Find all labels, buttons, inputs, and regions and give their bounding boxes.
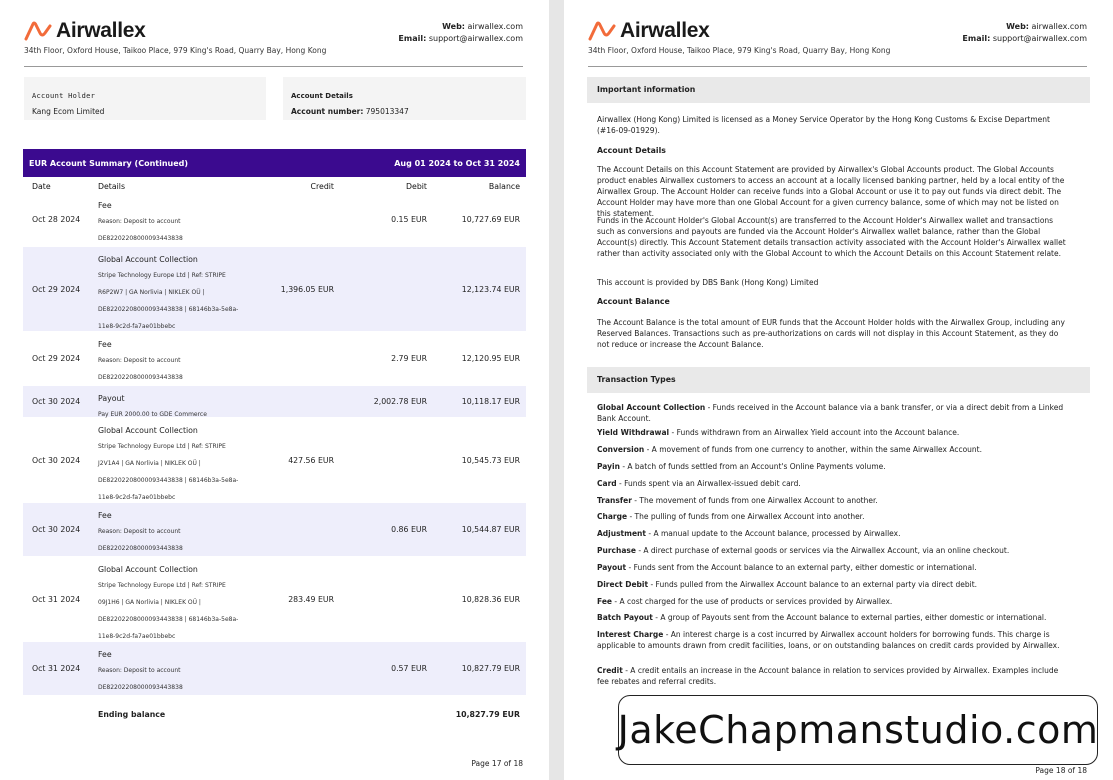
- transaction-type-item: [597, 495, 1069, 506]
- row-detail-line: DE82202208000093443838: [98, 684, 183, 691]
- web-label: Web:: [442, 22, 465, 31]
- row-date: Oct 30 2024: [32, 456, 81, 465]
- row-balance: 10,727.69 EUR: [461, 215, 520, 224]
- transaction-type-term: Payout: [597, 563, 627, 572]
- table-row: [23, 193, 526, 247]
- logo-wordmark: Airwallex: [620, 19, 710, 42]
- row-date: Oct 31 2024: [32, 664, 81, 673]
- row-type: Global Account Collection: [98, 426, 198, 435]
- row-detail-line: 11e8-9c2d-fa7ae01bbebc: [98, 633, 176, 640]
- transaction-type-term: Interest Charge: [597, 630, 664, 639]
- row-detail-line: R6P2W7 | GA Norlivia | NIKLEK OÜ |: [98, 289, 205, 296]
- row-detail-line: DE82202208000093443838: [98, 374, 183, 381]
- transaction-type-desc: - A group of Payouts sent from the Account balance to external parties, either domestic or international.: [652, 613, 1047, 622]
- row-type: Fee: [98, 340, 112, 349]
- row-detail-line: 09J1H6 | GA Norlivia | NIKLEK OÜ |: [98, 599, 201, 606]
- airwallex-logo-icon: [24, 21, 52, 41]
- account-details-box: [283, 77, 526, 120]
- row-type: Fee: [98, 201, 112, 210]
- row-balance: 10,544.87 EUR: [461, 525, 520, 534]
- page-number: Page 17 of 18: [471, 759, 523, 768]
- row-date: Oct 31 2024: [32, 595, 81, 604]
- transaction-type-desc: - Funds withdrawn from an Airwallex Yield account into the Account balance.: [669, 428, 960, 437]
- table-header: [23, 181, 526, 193]
- table-row: [23, 332, 526, 386]
- transaction-type-term: Transfer: [597, 496, 632, 505]
- row-type: Fee: [98, 511, 112, 520]
- airwallex-logo: [24, 20, 146, 42]
- transaction-type-item: [597, 528, 1069, 539]
- row-type: Fee: [98, 650, 112, 659]
- table-row: [23, 418, 526, 503]
- page-number: Page 18 of 18: [1035, 766, 1087, 775]
- transaction-type-term: Card: [597, 479, 617, 488]
- row-detail-line: Stripe Technology Europe Ltd | Ref: STRIPE: [98, 443, 226, 450]
- account-balance-heading: Account Balance: [597, 297, 670, 306]
- table-row: [23, 386, 526, 418]
- summary-header-bar: [23, 149, 526, 177]
- row-debit: 0.57 EUR: [391, 664, 427, 673]
- email-label: Email:: [398, 34, 427, 43]
- transaction-type-item: [597, 402, 1069, 424]
- company-address: 34th Floor, Oxford House, Taikoo Place, 979 King's Road, Quarry Bay, Hong Kong: [588, 46, 891, 55]
- email-link[interactable]: support@airwallex.com: [428, 34, 523, 43]
- transaction-type-desc: - A direct purchase of external goods or services via the Airwallex Account, via an online checkout.: [635, 546, 1010, 555]
- row-balance: 10,118.17 EUR: [461, 397, 520, 406]
- transaction-type-term: Payin: [597, 462, 620, 471]
- web-link[interactable]: airwallex.com: [1031, 22, 1087, 31]
- company-address: 34th Floor, Oxford House, Taikoo Place, 979 King's Road, Quarry Bay, Hong Kong: [24, 46, 327, 55]
- transaction-type-item: [597, 596, 1069, 607]
- account-balance-para: The Account Balance is the total amount of EUR funds that the Account Holder holds with the Airwallex Group, including any Reserved Balances. Transactions such as pre-authorizations on cards will not display in this Account Statement, as they do not reduce or increase the Account Balance.: [597, 318, 1065, 349]
- transactions-table: [23, 193, 526, 696]
- summary-title: EUR Account Summary (Continued): [29, 158, 189, 168]
- row-detail-line: Reason: Deposit to account: [98, 528, 181, 535]
- transaction-type-item: [597, 545, 1069, 556]
- transaction-type-desc: - The pulling of funds from one Airwallex Account into another.: [627, 512, 865, 521]
- account-details-heading: Account Details: [597, 146, 666, 155]
- transaction-type-desc: - Funds pulled from the Airwallex Account balance to an external party via direct debit.: [648, 580, 978, 589]
- transaction-type-term: Charge: [597, 512, 628, 521]
- transaction-type-term: Batch Payout: [597, 613, 653, 622]
- airwallex-logo: [588, 20, 710, 42]
- row-debit: 0.15 EUR: [391, 215, 427, 224]
- col-credit: Credit: [310, 182, 334, 191]
- transaction-type-item: [597, 427, 1069, 438]
- row-debit: 2,002.78 EUR: [373, 397, 427, 406]
- row-details: [98, 508, 238, 557]
- row-credit: 427.56 EUR: [288, 456, 334, 465]
- important-info-heading: Important information: [587, 77, 1090, 103]
- row-balance: 10,827.79 EUR: [461, 664, 520, 673]
- row-date: Oct 29 2024: [32, 354, 81, 363]
- transaction-type-term: Direct Debit: [597, 580, 649, 589]
- account-number: Account number: 795013347: [291, 107, 409, 116]
- account-holder-box: [24, 77, 266, 120]
- row-detail-line: Reason: Deposit to account: [98, 667, 181, 674]
- statement-page-18: [564, 0, 1113, 780]
- transaction-type-item: [597, 629, 1069, 651]
- row-detail-line: Stripe Technology Europe Ltd | Ref: STRIPE: [98, 582, 226, 589]
- transaction-type-item: [597, 478, 1069, 489]
- row-balance: 10,828.36 EUR: [461, 595, 520, 604]
- transaction-type-desc: - An interest charge is a cost incurred by Airwallex account holders for borrowing funds. This charge is applicable to amounts drawn from credit facilities, loans, or on outstanding balances on credit cards provided by Airwallex.: [597, 630, 1060, 650]
- transaction-type-term: Adjustment: [597, 529, 646, 538]
- table-row: [23, 642, 526, 696]
- transaction-type-desc: - A manual update to the Account balance, processed by Airwallex.: [645, 529, 901, 538]
- row-type: Global Account Collection: [98, 565, 198, 574]
- email-label: Email:: [962, 34, 991, 43]
- transaction-type-term: Credit: [597, 666, 623, 675]
- table-row: [23, 247, 526, 332]
- row-detail-line: 11e8-9c2d-fa7ae01bbebc: [98, 323, 176, 330]
- row-details: [98, 562, 238, 645]
- web-label: Web:: [1006, 22, 1029, 31]
- transaction-type-term: Purchase: [597, 546, 636, 555]
- row-date: Oct 30 2024: [32, 525, 81, 534]
- contact-info: [398, 21, 523, 45]
- transaction-type-item: [597, 665, 1069, 687]
- transaction-type-desc: - The movement of funds from one Airwallex Account to another.: [631, 496, 878, 505]
- row-date: Oct 30 2024: [32, 397, 81, 406]
- statement-page-17: [0, 0, 549, 780]
- transaction-type-desc: - A credit entails an increase in the Account balance in relation to services provided by Airwallex. Examples include fee rebates and referral credits.: [597, 666, 1059, 686]
- col-debit: Debit: [406, 182, 427, 191]
- account-details-para-2: Funds in the Account Holder's Global Account(s) are transferred to the Account Holder's Airwallex wallet and transactions such as conversions and payouts are funded via the Account Holder's Airwallex wallet balance, rather than the Global Account(s) directly. This Account Statement details transaction activity associated with the Account Holder's Airwallex wallet rather than activity associated only with the Global Account to which the Account Details on this Account Statement relate.: [597, 216, 1066, 258]
- account-holder-label: Account Holder: [32, 92, 96, 100]
- row-debit: 0.86 EUR: [391, 525, 427, 534]
- web-link[interactable]: airwallex.com: [467, 22, 523, 31]
- row-detail-line: Pay EUR 2000.00 to GDE Commerce: [98, 411, 207, 418]
- transaction-type-term: Conversion: [597, 445, 645, 454]
- col-details: Details: [98, 182, 126, 191]
- transaction-type-desc: - A batch of funds settled from an Account's Online Payments volume.: [619, 462, 886, 471]
- row-date: Oct 29 2024: [32, 285, 81, 294]
- license-text: Airwallex (Hong Kong) Limited is licensed as a Money Service Operator by the Hong Kong Customs & Excise Department (#16-09-01929).: [597, 115, 1050, 135]
- row-detail-line: J2V1A4 | GA Norlivia | NIKLEK OÜ |: [98, 460, 201, 467]
- transaction-type-desc: - A movement of funds from one currency to another, within the same Airwallex Account.: [644, 445, 982, 454]
- contact-info: [962, 21, 1087, 45]
- row-detail-line: Reason: Deposit to account: [98, 357, 181, 364]
- account-details-para-1: The Account Details on this Account Statement are provided by Airwallex's Global Accounts product. The Global Accounts product enables Airwallex customers to access an account at a locally licensed banking partner, held by a local entity of the Airwallex Group. The Account Holder can receive funds into a Global Account or use it to pay out funds via direct debit. The Account Holder may have more than one Global Account for a given currency balance, some of which may not be listed on this statement.: [597, 165, 1065, 218]
- col-date: Date: [32, 182, 51, 191]
- row-balance: 10,545.73 EUR: [461, 456, 520, 465]
- header-divider: [588, 66, 1087, 67]
- transaction-type-term: Fee: [597, 597, 612, 606]
- transaction-type-term: Global Account Collection: [597, 403, 706, 412]
- row-details: [98, 198, 238, 247]
- row-balance: 12,120.95 EUR: [461, 354, 520, 363]
- row-detail-line: 11e8-9c2d-fa7ae01bbebc: [98, 494, 176, 501]
- transaction-type-item: [597, 562, 1069, 573]
- table-row: [23, 557, 526, 642]
- logo-wordmark: Airwallex: [56, 19, 146, 42]
- airwallex-logo-icon: [588, 21, 616, 41]
- transaction-type-item: [597, 444, 1069, 455]
- row-detail-line: Stripe Technology Europe Ltd | Ref: STRIPE: [98, 272, 226, 279]
- transaction-type-term: Yield Withdrawal: [597, 428, 670, 437]
- ending-balance-label: Ending balance: [98, 710, 166, 719]
- account-details-label: Account Details: [291, 92, 353, 100]
- row-details: [98, 252, 238, 335]
- transaction-type-item: [597, 612, 1069, 623]
- row-credit: 1,396.05 EUR: [280, 285, 334, 294]
- row-detail-line: Reason: Deposit to account: [98, 218, 181, 225]
- transaction-type-desc: - Funds received in the Account balance via a bank transfer, or via a direct debit from a Linked Bank Account.: [597, 403, 1064, 423]
- row-debit: 2.79 EUR: [391, 354, 427, 363]
- transaction-types-heading: Transaction Types: [587, 367, 1090, 393]
- transaction-type-item: [597, 511, 1069, 522]
- transaction-type-desc: - Funds sent from the Account balance to an external party, either domestic or international.: [626, 563, 977, 572]
- row-type: Payout: [98, 394, 125, 403]
- row-balance: 12,123.74 EUR: [461, 285, 520, 294]
- row-detail-line: DE82202208000093443838: [98, 235, 183, 242]
- header-divider: [24, 66, 523, 67]
- row-detail-line: DE82202208000093443838 | 68146b3a-5e8a-: [98, 616, 239, 623]
- row-details: [98, 423, 238, 506]
- transaction-type-item: [597, 579, 1069, 590]
- ending-balance-value: 10,827.79 EUR: [455, 710, 520, 719]
- watermark-stamp: JakeChapmanstudio.com: [618, 695, 1098, 765]
- provider-text: This account is provided by DBS Bank (Hong Kong) Limited: [597, 278, 819, 287]
- row-detail-line: DE82202208000093443838 | 68146b3a-5e8a-: [98, 306, 239, 313]
- transaction-type-desc: - A cost charged for the use of products or services provided by Airwallex.: [612, 597, 893, 606]
- summary-period: Aug 01 2024 to Oct 31 2024: [394, 158, 520, 168]
- row-details: [98, 337, 238, 386]
- row-credit: 283.49 EUR: [288, 595, 334, 604]
- row-type: Global Account Collection: [98, 255, 198, 264]
- col-balance: Balance: [488, 182, 520, 191]
- row-details: [98, 647, 238, 696]
- row-detail-line: DE82202208000093443838 | 68146b3a-5e8a-: [98, 477, 239, 484]
- table-row: [23, 503, 526, 557]
- row-detail-line: DE82202208000093443838: [98, 545, 183, 552]
- account-holder-name: Kang Ecom Limited: [32, 107, 105, 116]
- email-link[interactable]: support@airwallex.com: [992, 34, 1087, 43]
- row-date: Oct 28 2024: [32, 215, 81, 224]
- transaction-type-desc: - Funds spent via an Airwallex-issued debit card.: [616, 479, 801, 488]
- transaction-type-item: [597, 461, 1069, 472]
